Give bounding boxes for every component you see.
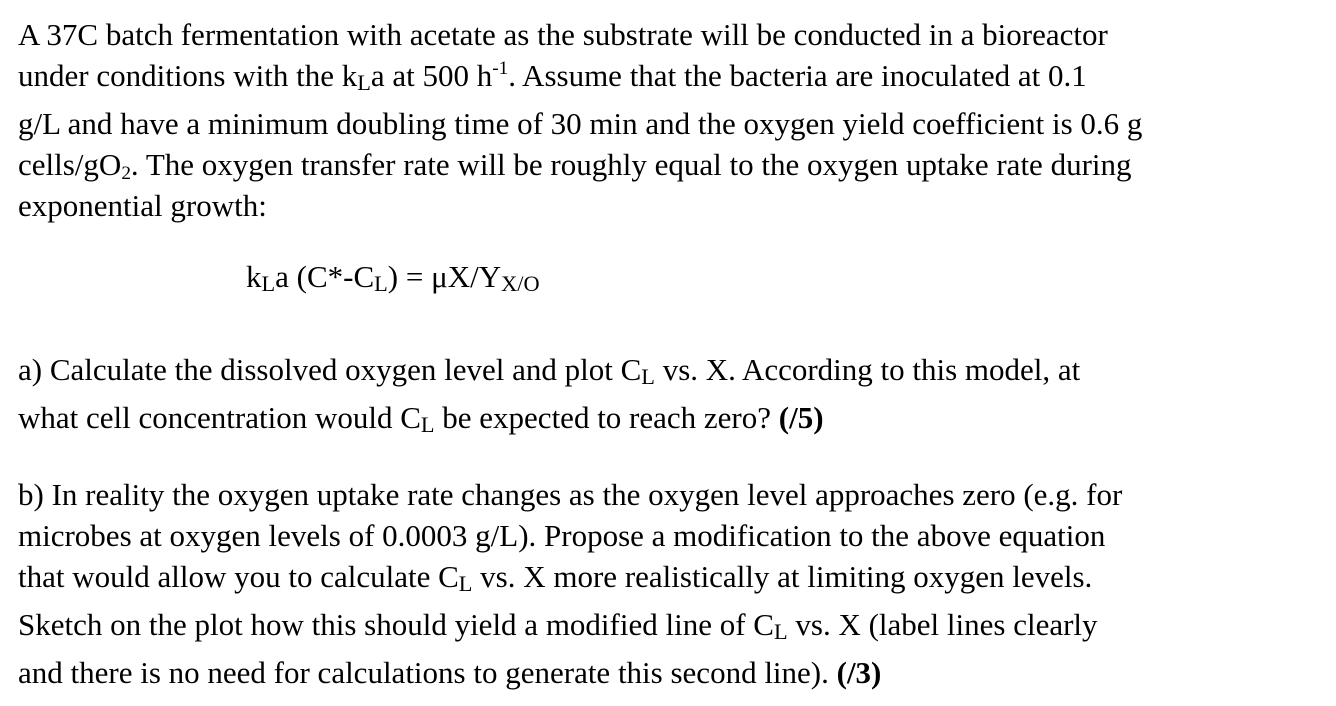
part-b-marks: (/3) — [836, 655, 882, 691]
part-a-line-2 — [18, 397, 1324, 445]
part-a-line-1-pre: a) Calculate the dissolved oxygen level and plot C — [18, 352, 642, 387]
eq-rhs: ) = μX/Y — [387, 259, 502, 294]
part-a-marks: (/5) — [778, 400, 824, 436]
part-b-line-2: microbes at oxygen levels of 0.0003 g/L). Propose a modification to the above equation — [18, 518, 1106, 553]
part-b-line-1: b) In reality the oxygen uptake rate changes as the oxygen level approaches zero (e.g. for — [18, 477, 1123, 512]
o2-subscript: 2 — [121, 163, 131, 185]
intro-line-2 — [18, 55, 1324, 103]
eq-k: k — [246, 259, 262, 294]
eq-a-part: a (C*-C — [275, 259, 375, 294]
part-b-line-3-pre: that would allow you to calculate C — [18, 559, 459, 594]
intro-line-5: exponential growth: — [18, 188, 267, 224]
per-hour-superscript: -1 — [492, 58, 509, 80]
eq-k-subscript: L — [261, 271, 276, 297]
eq-y-subscript: X/O — [501, 271, 540, 297]
part-b-line-3 — [18, 556, 1324, 604]
intro-line-4 — [18, 144, 1324, 185]
question-part-b — [18, 474, 1324, 693]
part-a-line-1 — [18, 349, 1324, 397]
part-b-cl-subscript-2: L — [773, 619, 788, 645]
part-b-line-3-post: vs. X more realistically at limiting oxygen levels. — [472, 559, 1093, 594]
part-b-line-4-pre: Sketch on the plot how this should yield a modified line of C — [18, 607, 774, 643]
oxygen-balance-equation — [18, 256, 1146, 304]
intro-line-4-pre: cells/gO — [18, 147, 122, 183]
problem-intro — [18, 14, 1324, 226]
eq-cl-subscript: L — [374, 271, 388, 297]
part-b-cl-subscript: L — [458, 571, 473, 597]
intro-line-2-mid: a at 500 h — [370, 58, 493, 93]
intro-line-1: A 37C batch fermentation with acetate as the substrate will be conducted in a bioreactor — [18, 17, 1108, 52]
intro-line-2-post: . Assume that the bacteria are inoculated at 0.1 — [508, 58, 1087, 93]
part-b-line-4 — [18, 604, 1324, 652]
part-b-line-5-pre: and there is no need for calculations to generate this second line). — [18, 655, 837, 691]
part-b-line-5 — [18, 652, 1324, 693]
question-part-a — [18, 349, 1324, 445]
part-a-cl-subscript: L — [641, 364, 655, 390]
intro-line-2-pre: under conditions with the k — [18, 58, 358, 93]
part-a-line-2-post: be expected to reach zero? — [434, 400, 779, 436]
part-a-line-2-pre: what cell concentration would C — [18, 400, 421, 436]
part-a-cl-subscript-2: L — [420, 412, 435, 438]
kla-subscript: L — [357, 70, 371, 96]
intro-line-3: g/L and have a minimum doubling time of 30 min and the oxygen yield coefficient is 0.6 g — [18, 106, 1143, 142]
part-b-line-4-post: vs. X (label lines clearly — [787, 607, 1098, 643]
intro-line-4-post: . The oxygen transfer rate will be roughly equal to the oxygen uptake rate during — [130, 147, 1132, 183]
part-a-line-1-post: vs. X. According to this model, at — [654, 352, 1081, 387]
